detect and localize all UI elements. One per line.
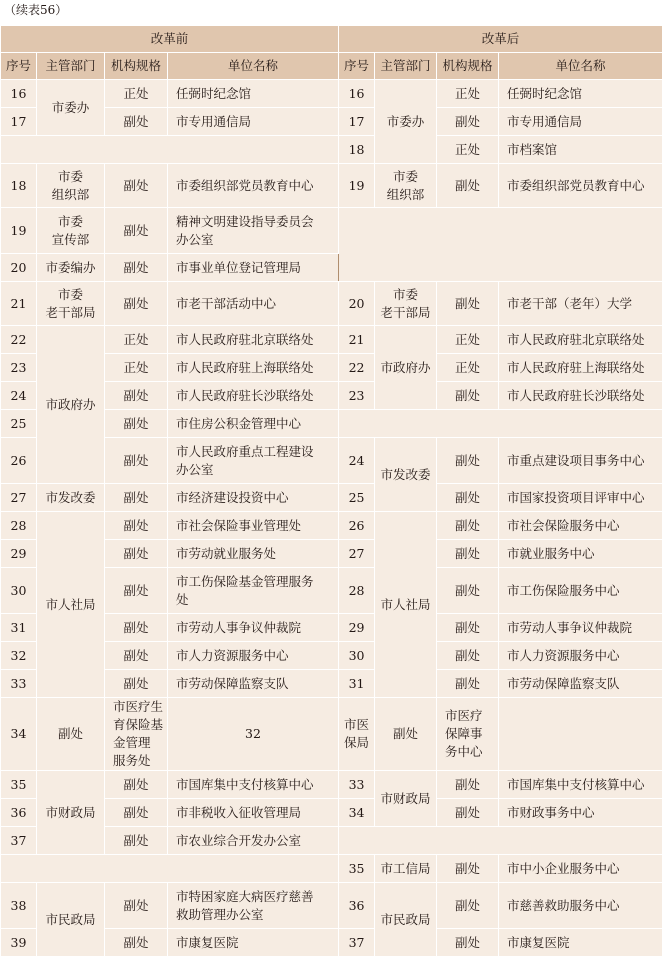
seq-cell: 23	[339, 382, 375, 410]
level-cell: 副处	[37, 698, 105, 771]
header-seq-after: 序号	[339, 53, 375, 80]
seq-cell: 29	[339, 614, 375, 642]
table-row	[1, 698, 662, 771]
dept-cell: 市委 宣传部	[37, 208, 105, 254]
dept-cell: 市委 组织部	[37, 164, 105, 208]
seq-cell: 19	[1, 208, 37, 254]
unit-name-cell: 市医疗生育保险基金管理 服务处	[105, 698, 168, 771]
unit-name-cell: 市非税收入征收管理局	[168, 799, 339, 827]
level-cell: 正处	[105, 354, 168, 382]
seq-cell: 16	[339, 80, 375, 108]
header-dept-after: 主管部门	[375, 53, 437, 80]
level-cell: 副处	[437, 382, 499, 410]
unit-name-cell: 市财政事务中心	[499, 799, 662, 827]
seq-cell: 18	[1, 164, 37, 208]
table-row	[1, 484, 662, 512]
seq-cell: 36	[339, 883, 375, 929]
unit-name-cell: 市劳动保障监察支队	[168, 670, 339, 698]
seq-cell: 32	[168, 698, 339, 771]
dept-cell: 市委编办	[37, 254, 105, 282]
level-cell: 副处	[105, 642, 168, 670]
seq-cell: 16	[1, 80, 37, 108]
seq-cell: 18	[339, 136, 375, 164]
unit-name-cell: 市劳动就业服务处	[168, 540, 339, 568]
seq-cell: 32	[1, 642, 37, 670]
table-row	[1, 282, 662, 326]
unit-name-cell: 市康复医院	[168, 929, 339, 957]
level-cell: 正处	[437, 326, 499, 354]
seq-cell: 19	[339, 164, 375, 208]
level-cell: 副处	[437, 614, 499, 642]
dept-cell: 市发改委	[375, 438, 437, 512]
table-row	[1, 80, 662, 108]
level-cell: 副处	[105, 410, 168, 438]
empty-cell	[1, 855, 339, 883]
unit-name-cell: 市人力资源服务中心	[168, 642, 339, 670]
seq-cell: 25	[1, 410, 37, 438]
unit-name-cell: 市社会保险服务中心	[499, 512, 662, 540]
level-cell: 副处	[437, 568, 499, 614]
level-cell: 副处	[437, 929, 499, 957]
level-cell: 副处	[437, 512, 499, 540]
unit-name-cell: 市医疗保障事务中心	[437, 698, 499, 771]
unit-name-cell: 市人民政府驻北京联络处	[168, 326, 339, 354]
seq-cell: 26	[1, 438, 37, 484]
level-cell: 正处	[105, 80, 168, 108]
seq-cell: 34	[339, 799, 375, 827]
level-cell: 副处	[437, 164, 499, 208]
seq-cell: 23	[1, 354, 37, 382]
unit-name-cell: 市劳动保障监察支队	[499, 670, 662, 698]
seq-cell: 22	[339, 354, 375, 382]
dept-cell: 市医保局	[339, 698, 375, 771]
seq-cell: 21	[339, 326, 375, 354]
header-level-before: 机构规格	[105, 53, 168, 80]
level-cell: 副处	[105, 108, 168, 136]
level-cell: 副处	[105, 827, 168, 855]
seq-cell: 30	[339, 642, 375, 670]
dept-cell: 市民政局	[375, 883, 437, 957]
unit-name-cell: 市人民政府重点工程建设 办公室	[168, 438, 339, 484]
level-cell: 正处	[437, 354, 499, 382]
level-cell: 副处	[437, 108, 499, 136]
seq-cell: 39	[1, 929, 37, 957]
unit-name-cell: 市人民政府驻北京联络处	[499, 326, 662, 354]
empty-cell	[339, 208, 662, 282]
seq-cell: 21	[1, 282, 37, 326]
level-cell: 副处	[437, 670, 499, 698]
dept-cell: 市委 组织部	[375, 164, 437, 208]
unit-name-cell: 市人民政府驻长沙联络处	[168, 382, 339, 410]
header-unit-after: 单位名称	[499, 53, 662, 80]
seq-cell: 31	[1, 614, 37, 642]
level-cell: 正处	[105, 326, 168, 354]
level-cell: 副处	[105, 438, 168, 484]
dept-cell: 市委办	[375, 80, 437, 164]
unit-name-cell: 市农业综合开发办公室	[168, 827, 339, 855]
empty-cell	[339, 827, 662, 855]
header-after: 改革后	[339, 26, 662, 53]
seq-cell: 37	[1, 827, 37, 855]
seq-cell: 20	[1, 254, 37, 282]
level-cell: 正处	[437, 136, 499, 164]
unit-name-cell: 任弼时纪念馆	[499, 80, 662, 108]
level-cell: 副处	[105, 164, 168, 208]
unit-name-cell: 市特困家庭大病医疗慈善 救助管理办公室	[168, 883, 339, 929]
header-before: 改革前	[1, 26, 339, 53]
table-row	[1, 326, 662, 354]
level-cell: 副处	[437, 771, 499, 799]
empty-cell	[339, 410, 662, 438]
seq-cell: 36	[1, 799, 37, 827]
dept-cell: 市政府办	[37, 326, 105, 484]
unit-name-cell: 市老干部（老年）大学	[499, 282, 662, 326]
level-cell: 副处	[105, 208, 168, 254]
dept-cell: 市委 老干部局	[375, 282, 437, 326]
seq-cell: 17	[1, 108, 37, 136]
table-row	[1, 164, 662, 208]
seq-cell: 24	[339, 438, 375, 484]
dept-cell: 市财政局	[37, 771, 105, 855]
dept-cell: 市财政局	[375, 771, 437, 827]
unit-name-cell: 精神文明建设指导委员会 办公室	[168, 208, 339, 254]
dept-cell: 市民政局	[37, 883, 105, 957]
unit-name-cell: 市经济建设投资中心	[168, 484, 339, 512]
level-cell: 副处	[437, 855, 499, 883]
unit-name-cell: 市国库集中支付核算中心	[168, 771, 339, 799]
table-row	[1, 883, 662, 929]
seq-cell: 34	[1, 698, 37, 771]
seq-cell: 33	[1, 670, 37, 698]
unit-name-cell: 市工伤保险服务中心	[499, 568, 662, 614]
reform-comparison-table	[0, 25, 662, 957]
seq-cell: 25	[339, 484, 375, 512]
seq-cell: 26	[339, 512, 375, 540]
seq-cell: 22	[1, 326, 37, 354]
seq-cell: 27	[339, 540, 375, 568]
unit-name-cell: 市就业服务中心	[499, 540, 662, 568]
table-row	[1, 771, 662, 799]
unit-name-cell: 市委组织部党员教育中心	[168, 164, 339, 208]
level-cell: 副处	[437, 540, 499, 568]
table-row	[1, 208, 662, 254]
level-cell: 副处	[105, 771, 168, 799]
unit-name-cell: 市中小企业服务中心	[499, 855, 662, 883]
seq-cell: 29	[1, 540, 37, 568]
empty-cell	[1, 136, 339, 164]
level-cell: 副处	[105, 484, 168, 512]
unit-name-cell: 市档案馆	[499, 136, 662, 164]
dept-cell: 市人社局	[375, 512, 437, 698]
table-caption: （续表56）	[4, 2, 67, 18]
level-cell: 副处	[105, 540, 168, 568]
level-cell: 副处	[105, 568, 168, 614]
level-cell: 副处	[105, 614, 168, 642]
unit-name-cell: 市住房公积金管理中心	[168, 410, 339, 438]
seq-cell: 28	[339, 568, 375, 614]
level-cell: 副处	[105, 254, 168, 282]
header-group-row	[1, 26, 662, 53]
dept-cell: 市人社局	[37, 512, 105, 698]
header-column-row	[1, 53, 662, 80]
table-row	[1, 136, 662, 164]
level-cell: 副处	[437, 484, 499, 512]
unit-name-cell: 市人民政府驻长沙联络处	[499, 382, 662, 410]
seq-cell: 17	[339, 108, 375, 136]
unit-name-cell: 市人力资源服务中心	[499, 642, 662, 670]
unit-name-cell: 市专用通信局	[499, 108, 662, 136]
unit-name-cell: 市工伤保险基金管理服务 处	[168, 568, 339, 614]
seq-cell: 37	[339, 929, 375, 957]
header-unit-before: 单位名称	[168, 53, 339, 80]
level-cell: 副处	[105, 670, 168, 698]
seq-cell: 35	[1, 771, 37, 799]
unit-name-cell: 市人民政府驻上海联络处	[499, 354, 662, 382]
dept-cell: 市委 老干部局	[37, 282, 105, 326]
level-cell: 副处	[105, 883, 168, 929]
dept-cell: 市政府办	[375, 326, 437, 410]
level-cell: 副处	[437, 883, 499, 929]
level-cell: 副处	[437, 282, 499, 326]
unit-name-cell: 市老干部活动中心	[168, 282, 339, 326]
unit-name-cell: 市专用通信局	[168, 108, 339, 136]
level-cell: 副处	[105, 929, 168, 957]
seq-cell: 33	[339, 771, 375, 799]
level-cell: 副处	[375, 698, 437, 771]
dept-cell: 市委办	[37, 80, 105, 136]
level-cell: 副处	[105, 512, 168, 540]
unit-name-cell: 市国家投资项目评审中心	[499, 484, 662, 512]
level-cell: 副处	[437, 642, 499, 670]
unit-name-cell: 任弼时纪念馆	[168, 80, 339, 108]
unit-name-cell: 市社会保险事业管理处	[168, 512, 339, 540]
seq-cell: 30	[1, 568, 37, 614]
table-row	[1, 855, 662, 883]
header-level-after: 机构规格	[437, 53, 499, 80]
level-cell: 副处	[437, 799, 499, 827]
unit-name-cell: 市康复医院	[499, 929, 662, 957]
unit-name-cell: 市事业单位登记管理局	[168, 254, 339, 282]
unit-name-cell: 市重点建设项目事务中心	[499, 438, 662, 484]
unit-name-cell: 市慈善救助服务中心	[499, 883, 662, 929]
seq-cell: 31	[339, 670, 375, 698]
table-row	[1, 512, 662, 540]
unit-name-cell: 市劳动人事争议仲裁院	[499, 614, 662, 642]
seq-cell: 38	[1, 883, 37, 929]
unit-name-cell: 市人民政府驻上海联络处	[168, 354, 339, 382]
header-seq-before: 序号	[1, 53, 37, 80]
level-cell: 副处	[105, 282, 168, 326]
level-cell: 副处	[105, 382, 168, 410]
seq-cell: 20	[339, 282, 375, 326]
unit-name-cell: 市委组织部党员教育中心	[499, 164, 662, 208]
level-cell: 正处	[437, 80, 499, 108]
unit-name-cell: 市国库集中支付核算中心	[499, 771, 662, 799]
dept-cell: 市发改委	[37, 484, 105, 512]
unit-name-cell: 市劳动人事争议仲裁院	[168, 614, 339, 642]
seq-cell: 28	[1, 512, 37, 540]
seq-cell: 27	[1, 484, 37, 512]
dept-cell: 市工信局	[375, 855, 437, 883]
seq-cell: 35	[339, 855, 375, 883]
level-cell: 副处	[105, 799, 168, 827]
level-cell: 副处	[437, 438, 499, 484]
seq-cell: 24	[1, 382, 37, 410]
header-dept-before: 主管部门	[37, 53, 105, 80]
